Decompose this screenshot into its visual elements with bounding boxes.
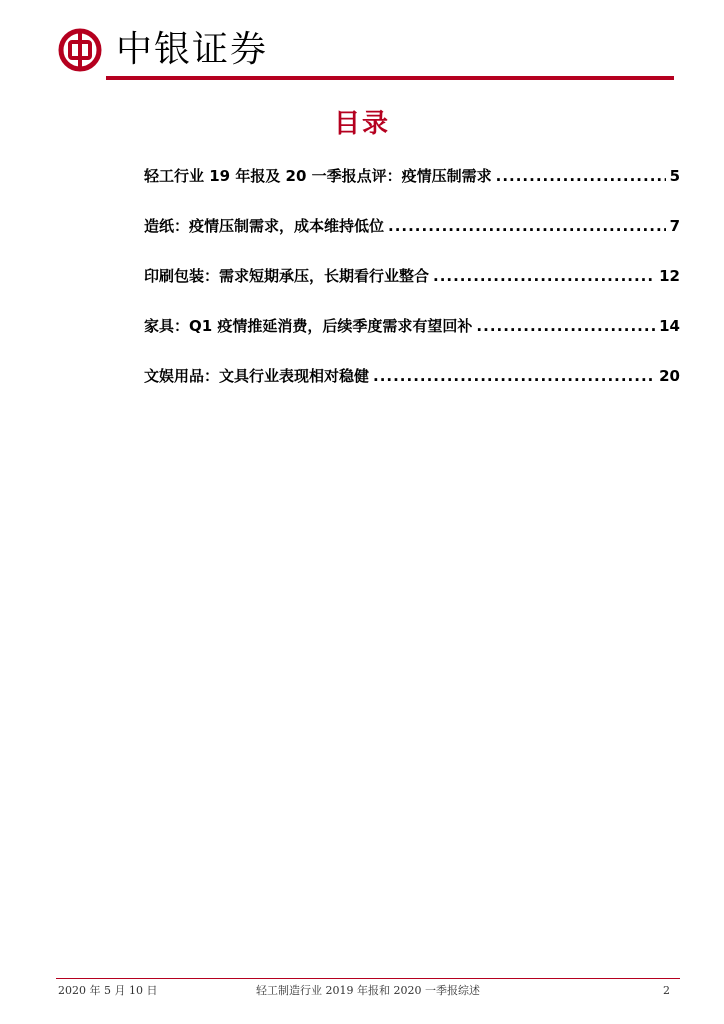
- page-footer: [56, 982, 680, 1000]
- toc-entry[interactable]: [144, 365, 680, 415]
- toc-entry-page: 7: [669, 217, 680, 235]
- toc-entry[interactable]: [144, 265, 680, 315]
- toc-dot-leader: [496, 165, 666, 187]
- toc-entry[interactable]: [144, 165, 680, 215]
- toc-entry[interactable]: [144, 315, 680, 365]
- footer-date: 2020 年 5 月 10 日: [58, 984, 158, 997]
- footer-page-number: 2: [663, 984, 670, 997]
- brand-name: 中银证券: [116, 29, 269, 70]
- toc-entry-page: 5: [669, 167, 680, 185]
- footer-divider: [56, 978, 680, 979]
- toc-entry-page: 14: [659, 317, 680, 335]
- bank-of-china-logo-icon: [58, 28, 102, 72]
- header-divider: [106, 76, 674, 80]
- toc-entry-page: 20: [659, 367, 680, 385]
- toc-entry-text: 印刷包装：需求短期承压，长期看行业整合: [144, 267, 430, 285]
- footer-report-title: 轻工制造行业 2019 年报和 2020 一季报综述: [256, 984, 480, 997]
- toc-dot-leader: [373, 365, 655, 387]
- toc-title: 目录: [333, 109, 390, 139]
- toc-entry-text: 造纸：疫情压制需求，成本维持低位: [144, 217, 385, 235]
- toc-entry-text: 轻工行业 19 年报及 20 一季报点评：疫情压制需求: [144, 167, 492, 185]
- toc-dot-leader: [476, 315, 655, 337]
- toc-list: [144, 165, 680, 415]
- toc-entry[interactable]: [144, 215, 680, 265]
- toc-dot-leader: [433, 265, 655, 287]
- toc-entry-text: 文娱用品：文具行业表现相对稳健: [144, 367, 370, 385]
- toc-entry-text: 家具：Q1 疫情推延消费，后续季度需求有望回补: [144, 317, 473, 335]
- toc-entry-page: 12: [659, 267, 680, 285]
- toc-dot-leader: [388, 215, 666, 237]
- page-header: [56, 26, 680, 82]
